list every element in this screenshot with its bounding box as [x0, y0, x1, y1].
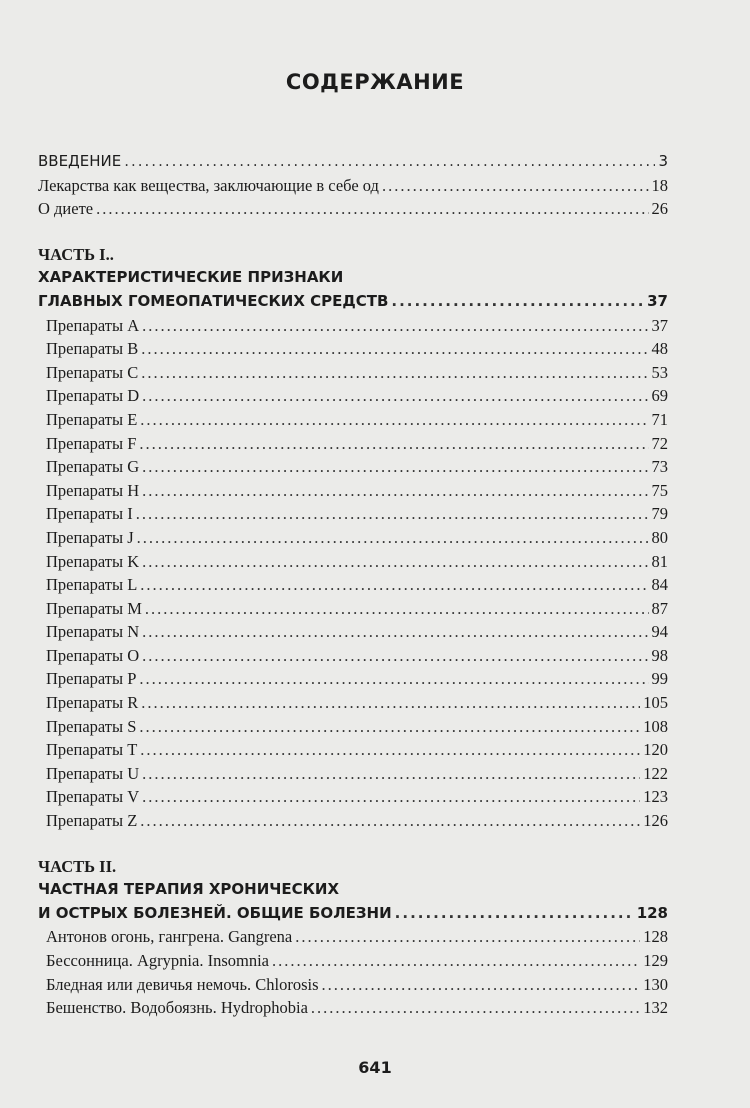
toc-entry-page: 79 [651, 504, 668, 524]
toc-entry-label: Бешенство. Водобоязнь. Hydrophobia [46, 998, 308, 1018]
part-2-title-line-2: И ОСТРЫХ БОЛЕЗНЕЙ. ОБЩИЕ БОЛЕЗНИ [38, 903, 392, 922]
dot-leader [391, 290, 644, 314]
toc-entry-page: 123 [643, 787, 668, 807]
toc-entry-page: 81 [651, 551, 668, 571]
toc-entry-label: Препараты V [46, 787, 140, 807]
toc-entry-page: 3 [658, 152, 668, 170]
toc-entry-label: Препараты E [46, 409, 138, 429]
toc-entry[interactable] [38, 408, 668, 432]
toc-entry[interactable] [38, 925, 668, 949]
dot-leader [145, 597, 649, 621]
toc-entry-label: Препараты S [46, 716, 137, 736]
toc-entry-label: Препараты D [46, 386, 140, 406]
toc-entry-page: 105 [643, 693, 668, 713]
toc-entry-page: 80 [651, 527, 668, 547]
toc-entry-label: Препараты Z [46, 811, 138, 831]
toc-entry-label: Препараты R [46, 693, 139, 713]
dot-leader [137, 526, 649, 550]
toc-entry-page: 72 [651, 433, 668, 453]
part-1-heading: ЧАСТЬ I.. [38, 244, 114, 264]
part-1-title-entry[interactable] [38, 290, 668, 314]
toc-entry-label: Препараты L [46, 575, 138, 595]
part-2-title-entry[interactable] [38, 902, 668, 926]
toc-entry[interactable] [38, 996, 668, 1020]
toc-entry-page: 120 [643, 740, 668, 760]
dot-leader [142, 314, 648, 338]
toc-entry-label: Препараты I [46, 504, 133, 524]
dot-leader [139, 715, 640, 739]
toc-entry-label: Препараты U [46, 763, 140, 783]
toc-entry[interactable] [38, 384, 668, 408]
toc-entry-label: Препараты T [46, 740, 138, 760]
toc-entry-page: 130 [643, 974, 668, 994]
toc-entry-label: Лекарства как вещества, заключающие в себе од [38, 175, 379, 195]
toc-entry[interactable] [38, 337, 668, 361]
toc-entry-page: 26 [651, 199, 668, 219]
toc-entry-label: Препараты N [46, 622, 140, 642]
toc-entry-page: 132 [643, 998, 668, 1018]
dot-leader [141, 361, 648, 385]
toc-entry-label: Антонов огонь, гангрена. Gangrena [46, 927, 293, 947]
dot-leader [295, 925, 640, 949]
part-2-title-line-1: ЧАСТНАЯ ТЕРАПИЯ ХРОНИЧЕСКИХ [38, 880, 340, 899]
toc-entry[interactable] [38, 455, 668, 479]
toc-entry[interactable] [38, 550, 668, 574]
toc-entry[interactable] [38, 691, 668, 715]
toc-entry[interactable] [38, 526, 668, 550]
toc-entry-label: ВВЕДЕНИЕ [38, 152, 122, 170]
toc-entry-page: 98 [651, 645, 668, 665]
toc-entry-page: 122 [643, 763, 668, 783]
dot-leader [322, 973, 641, 997]
dot-leader [311, 996, 640, 1020]
toc-entry-page: 53 [651, 362, 668, 382]
part-1-title-line-1: ХАРАКТЕРИСТИЧЕСКИЕ ПРИЗНАКИ [38, 268, 344, 287]
toc-entry[interactable] [38, 361, 668, 385]
toc-entry-page: 84 [651, 575, 668, 595]
toc-entry[interactable] [38, 432, 668, 456]
toc-entry-page: 71 [651, 409, 668, 429]
page-title: СОДЕРЖАНИЕ [285, 70, 465, 94]
dot-leader [142, 620, 648, 644]
toc-entry[interactable] [38, 502, 668, 526]
toc-entry-label: Препараты M [46, 598, 142, 618]
toc-entry-page: 73 [651, 457, 668, 477]
toc-entry-page: 126 [643, 811, 668, 831]
dot-leader [140, 573, 648, 597]
toc-entry-page: 37 [651, 315, 668, 335]
toc-entry-label: Бессонница. Agrypnia. Insomnia [46, 951, 269, 970]
dot-leader [141, 691, 640, 715]
toc-entry[interactable] [38, 644, 668, 668]
dot-leader [136, 502, 649, 526]
toc-entry-page: 94 [651, 622, 668, 642]
toc-entry[interactable] [38, 479, 668, 503]
toc-entry-label: Препараты O [46, 645, 140, 665]
part-1-entries [38, 314, 668, 833]
toc-entry-label: Препараты C [46, 362, 139, 382]
toc-entry-page: 128 [643, 927, 668, 947]
dot-leader [142, 762, 640, 786]
toc-entry-label: Бледная или девичья немочь. Chlorosis [46, 974, 319, 994]
dot-leader [140, 408, 648, 432]
toc-entry[interactable] [38, 597, 668, 621]
toc-entry-label: Препараты J [46, 527, 134, 547]
dot-leader [142, 479, 648, 503]
toc-entry-page: 48 [651, 339, 668, 359]
toc-entry[interactable] [38, 314, 668, 338]
dot-leader [139, 667, 648, 691]
part-2-heading: ЧАСТЬ II. [38, 856, 117, 876]
dot-leader [395, 902, 634, 926]
toc-entry[interactable] [38, 949, 668, 973]
toc-entry-label: Препараты H [46, 480, 140, 500]
page-number: 641 [358, 1058, 392, 1077]
toc-entry-label: Препараты F [46, 433, 137, 453]
toc-entry-page: 129 [643, 951, 668, 970]
dot-leader [141, 337, 648, 361]
toc-entry[interactable] [38, 174, 668, 198]
toc-entry[interactable] [38, 667, 668, 691]
dot-leader [140, 738, 640, 762]
toc-entry-page: 99 [651, 669, 668, 689]
toc-entry[interactable] [38, 973, 668, 997]
toc-entry-page: 18 [651, 175, 668, 195]
table-of-contents [38, 150, 668, 1020]
toc-entry-label: Препараты B [46, 339, 139, 359]
dot-leader [142, 550, 648, 574]
toc-entry[interactable] [38, 197, 668, 221]
toc-entry-page: 108 [643, 716, 668, 736]
dot-leader [142, 785, 640, 809]
toc-entry[interactable] [38, 762, 668, 786]
dot-leader [96, 197, 648, 221]
dot-leader [139, 432, 648, 456]
dot-leader [124, 150, 655, 174]
toc-entry-page: 37 [647, 291, 668, 310]
toc-entry[interactable] [38, 809, 668, 833]
toc-entry-label: Препараты A [46, 315, 140, 335]
toc-entry[interactable] [38, 738, 668, 762]
toc-entry-label: О диете [38, 199, 94, 219]
part-1-title-line-2: ГЛАВНЫХ ГОМЕОПАТИЧЕСКИХ СРЕДСТВ [38, 291, 389, 310]
dot-leader [142, 384, 648, 408]
toc-entry-page: 128 [636, 903, 668, 922]
dot-leader [140, 809, 640, 833]
toc-entry[interactable] [38, 785, 668, 809]
toc-entry-page: 87 [651, 598, 668, 618]
toc-entry-label: Препараты K [46, 551, 140, 571]
toc-entry-label: Препараты P [46, 669, 137, 689]
toc-entry-label: Препараты G [46, 457, 140, 477]
toc-entry[interactable] [38, 573, 668, 597]
toc-entry[interactable] [38, 715, 668, 739]
dot-leader [382, 174, 649, 198]
toc-entry-page: 69 [651, 386, 668, 406]
toc-entry-introduction[interactable] [38, 150, 668, 174]
dot-leader [142, 644, 648, 668]
toc-entry-page: 75 [651, 480, 668, 500]
dot-leader [142, 455, 648, 479]
dot-leader [272, 949, 640, 973]
toc-entry[interactable] [38, 620, 668, 644]
part-2-entries [38, 925, 668, 1019]
